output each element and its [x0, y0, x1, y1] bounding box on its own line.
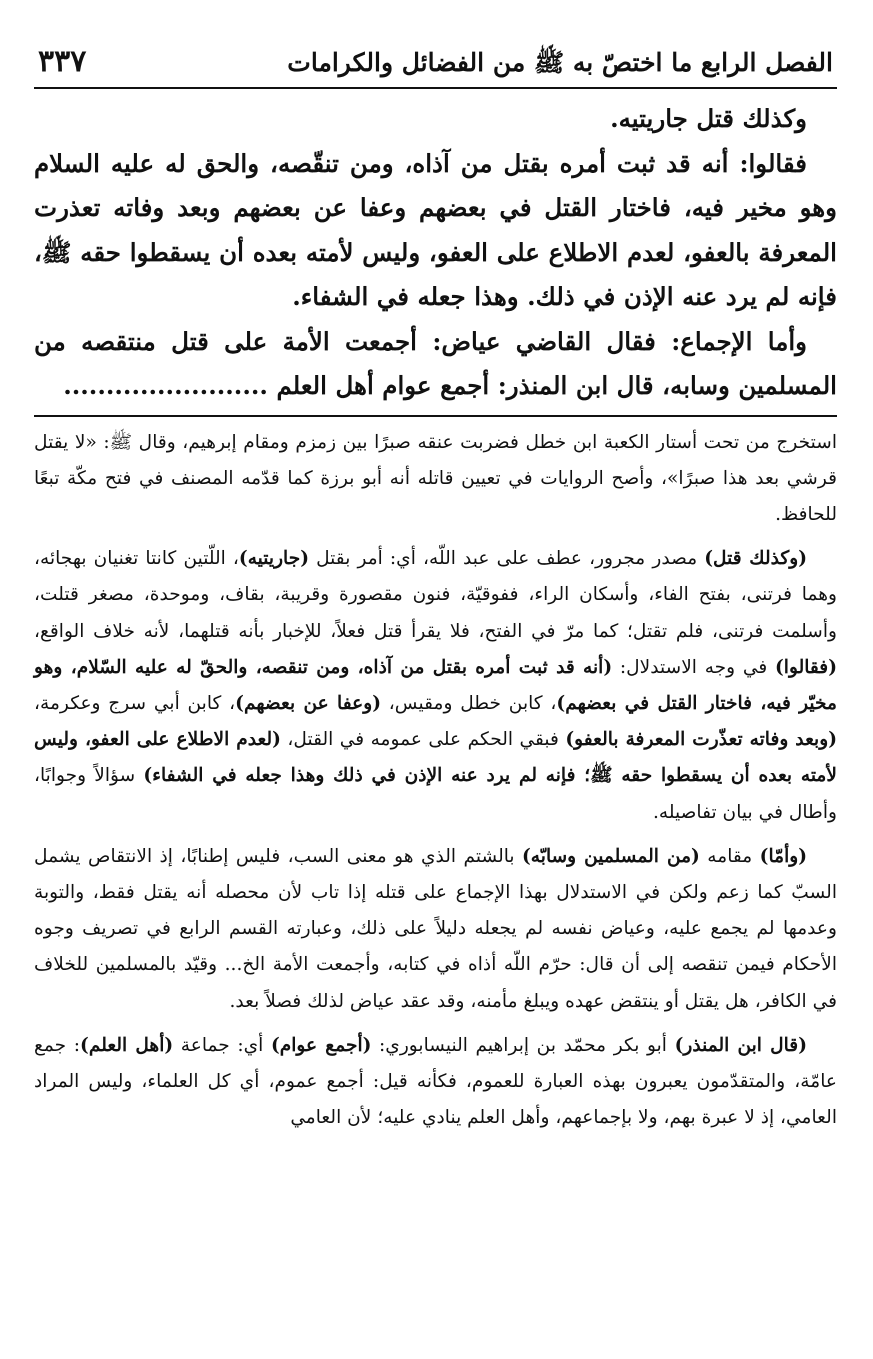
commentary-paragraph: [34, 541, 837, 831]
page-number: ٣٣٧: [38, 44, 87, 79]
quoted-text: (أنه قد ثبت أمره بقتل من آذاه، ومن تنقصه، والحقّ له عليه السّلام، وهو مخيّر فيه، فاختار القتل في بعضهم): [34, 656, 838, 714]
commentary-text: : جمع عامّة، والمتقدّمون يعبرون بهذه العبارة للعموم، فكأنه قيل: أجمع عموم، أي كل العلماء، وليس المراد العامي، إذ لا عبرة بهم، ولا بإجماعهم، وأهل العلم ينادي عليه؛ لأن العامي: [34, 1034, 837, 1129]
main-text: [34, 97, 837, 409]
chapter-title: الفصل الرابع ما اختصّ به ﷺ من الفضائل والكرامات: [287, 48, 833, 77]
quoted-text: (أهل العلم): [80, 1034, 174, 1056]
quoted-text: (وكذلك قتل): [704, 548, 807, 570]
commentary-paragraph: [34, 1028, 837, 1137]
main-paragraph: فقالوا: أنه قد ثبت أمره بقتل من آذاه، ومن تنقّصه، والحق له عليه السلام وهو مخير فيه، فاختار القتل في بعضهم وعفا عن بعضهم وبعد وفاته تعذرت المعرفة بالعفو، لعدم الاطلاع على العفو، وليس لأمته بعده أن يسقطوا حقه ﷺ، فإنه لم يرد عنه الإذن في ذلك. وهذا جعله في الشفاء.: [34, 148, 837, 311]
quoted-text: (أجمع عوام): [270, 1034, 372, 1056]
commentary-text: في وجه الاستدلال:: [612, 656, 775, 678]
commentary: [34, 425, 837, 1137]
commentary-text: بالشتم الذي هو معنى السب، فليس إطنابًا، إذ الانتقاص يشمل السبّ كما زعم ولكن في الاستدلال بهذا الإجماع على قتله إذا تاب لأن محصله أنه يقتل فقط، والتوبة وعدمها لم يجمع عليه، وعياض نفسه لم يجعله دليلاً على ذلك، وعبارته القسم الرابع في تصريف وجوه الأحكام فيمن تنقصه إلى أن قال: حرّم اللّه أذاه في كتابه، وأجمعت الأمة الخ... وقيّد بالمسلمين للخلاف في الكافر، هل يقتل أو ينتقض عهده ويبلغ مأمنه، وقد عقد عياض لذلك فصلاً بعد.: [34, 845, 837, 1012]
quoted-text: (وأمّا): [759, 845, 808, 867]
page-header: [34, 40, 837, 89]
commentary-text: فبقي الحكم على عمومه في القتل،: [280, 729, 566, 751]
commentary-text: ، اللّتين كانتا تغنيان بهجائه، وهما فرتنى، بفتح الفاء، وأسكان الراء، ففوقيّة، فنون مقصورة وقريبة، بقاف، وموحدة، مصغر قتلت، وأسلمت فرتنى، فلم تقتل؛ كما مرّ في الفتح، فلا يقرأ قتل فعلاً، للإخبار بأنه قتلهما، لأنه خلاف الواقع،: [34, 548, 837, 642]
commentary-paragraph: [34, 839, 837, 1020]
commentary-paragraph: استخرج من تحت أستار الكعبة ابن خطل فضربت عنقه صبرًا بين زمزم ومقام إبرهيم، وقال ﷺ: «لا يقتل قرشي بعد هذا صبرًا»، وأصح الروايات في تعيين قاتله أنه أبو برزة كما قدّمه المصنف في فتح مكّة تبعًا للحافظ.: [34, 431, 837, 525]
quoted-text: (وعفا عن بعضهم): [235, 692, 382, 714]
commentary-text: سؤالاً وجوابًا، وأطال في بيان تفاصيله.: [34, 765, 837, 823]
quoted-text: (وبعد وفاته تعذّرت المعرفة بالعفو): [565, 729, 837, 751]
main-paragraph: وكذلك قتل جاريتيه.: [610, 104, 807, 133]
commentary-text: أبو بكر محمّد بن إبراهيم النيسابوري:: [371, 1034, 675, 1056]
commentary-text: ، كابن أبي سرج وعكرمة،: [34, 692, 236, 714]
quoted-text: (لعدم الاطلاع على العفو، وليس لأمته بعده أن يسقطوا حقه ﷺ؛ فإنه لم يرد عنه الإذن في ذلك وهذا جعله في الشفاء): [34, 729, 837, 787]
commentary-text: أي: جماعة: [173, 1034, 271, 1056]
commentary-text: ، كابن خطل ومقيس،: [381, 692, 557, 714]
quoted-text: (جاريتيه): [238, 548, 310, 570]
separator-rule: [34, 415, 837, 417]
quoted-text: (فقالوا): [775, 656, 837, 678]
main-paragraph: وأما الإجماع: فقال القاضي عياض: أجمعت الأمة على قتل منتقصه من المسلمين وسابه، قال ابن المنذر: أجمع عوام أهل العلم ........................: [34, 326, 837, 400]
commentary-text: مصدر مجرور، عطف على عبد اللّه، أي: أمر بقتل: [309, 548, 705, 570]
commentary-text: مقامه: [699, 845, 760, 867]
quoted-text: (من المسلمين وسابّه): [522, 845, 700, 867]
quoted-text: (قال ابن المنذر): [674, 1034, 807, 1056]
